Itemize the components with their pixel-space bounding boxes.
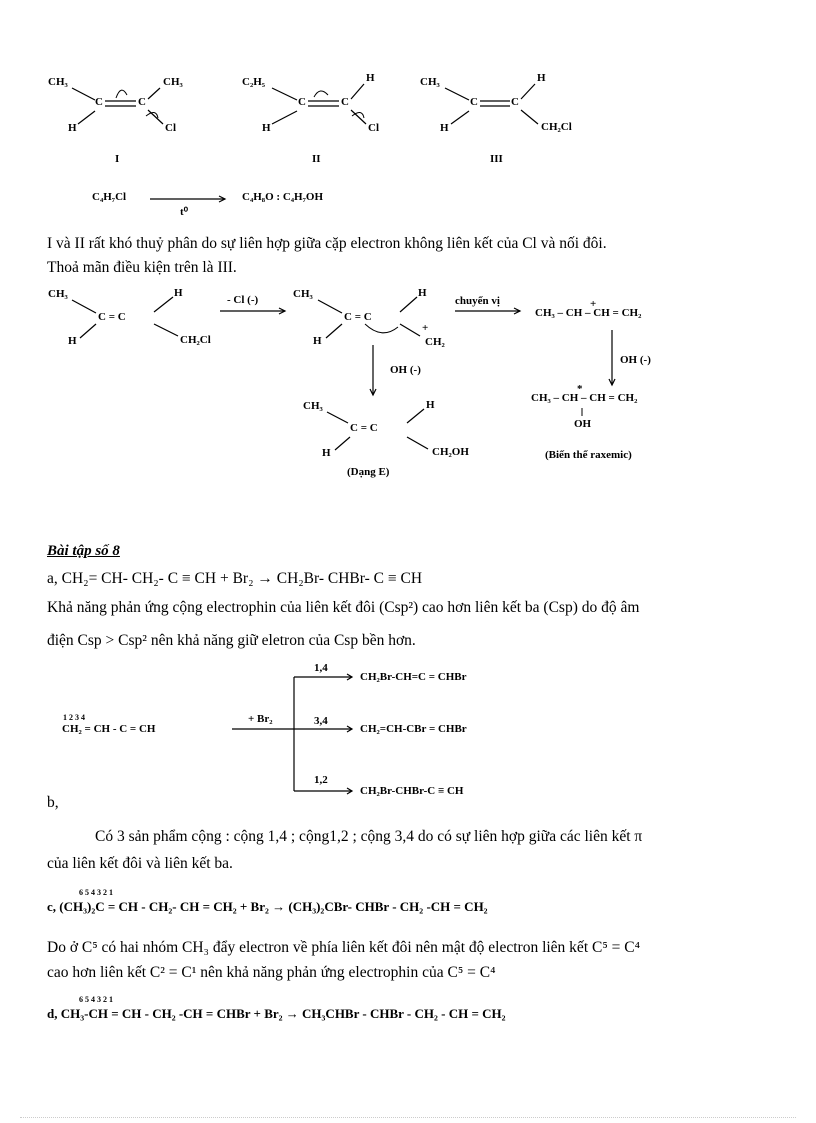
branch-label: 3,4	[314, 715, 328, 727]
group: H	[313, 335, 322, 347]
reagent: + Br₂	[248, 713, 273, 725]
condition: t⁰	[180, 206, 189, 218]
double-bond: C = C	[350, 422, 378, 434]
paragraph: cao hơn liên kết C² = C¹ nên khả năng phản ứng electrophin của C⁵ = C⁴	[47, 964, 496, 981]
structure-label: II	[312, 153, 321, 165]
section-title: Bài tập số 8	[47, 543, 120, 559]
paragraph: Có 3 sản phẩm cộng : cộng 1,4 ; cộng1,2 ; cộng 3,4 do có sự liên hợp giữa các liên kết π	[95, 828, 643, 845]
structure-label: I	[115, 153, 120, 165]
branch-label: 1,4	[314, 662, 328, 674]
atom: C	[298, 96, 306, 108]
paragraph: Do ở C⁵ có hai nhóm CH₃ đẩy electron về phía liên kết đôi nên mật độ electron liên kết C⁵ = C⁴	[47, 939, 640, 956]
alcohol: CH₃ – CH – CH = CH₂	[531, 392, 638, 404]
group: H	[174, 287, 183, 299]
group: H	[68, 335, 77, 347]
label-b: b,	[47, 794, 59, 811]
numbering: 1 2 3 4	[63, 713, 85, 722]
numbering: 6 5 4 3 2 1	[79, 888, 113, 897]
group: H	[537, 72, 546, 84]
atom: C	[95, 96, 103, 108]
paragraph: Thoả mãn điều kiện trên là III.	[47, 259, 237, 276]
group: CH₃	[163, 76, 183, 88]
reagent: OH (-)	[390, 364, 421, 376]
group: Cl	[368, 122, 379, 134]
group: H	[68, 122, 77, 134]
paragraph: Khả năng phản ứng cộng electrophin của liên kết đôi (Csp²) cao hơn liên kết ba (Csp) do độ âm	[47, 599, 640, 616]
chiral-star: *	[577, 383, 583, 395]
caption: (Dạng E)	[347, 466, 390, 478]
equation-a: a, CH₂= CH- CH₂- C ≡ CH + Br₂ → CH₂Br- CHBr- C ≡ CH	[47, 570, 423, 587]
reagent: OH (-)	[620, 354, 651, 366]
branch-label: 1,2	[314, 774, 328, 786]
group: H	[418, 287, 427, 299]
group: CH₂OH	[432, 446, 469, 458]
double-bond: C = C	[344, 311, 372, 323]
product: CH₂=CH-CBr = CHBr	[360, 723, 467, 735]
allyl-cation: CH₃ – CH – CH = CH₂	[535, 307, 642, 319]
group: H	[440, 122, 449, 134]
page-divider	[20, 1117, 796, 1118]
caption: (Biến thể raxemic)	[545, 449, 632, 461]
paragraph: I và II rất khó thuỷ phân do sự liên hợp giữa cặp electron không liên kết của Cl và nối đôi.	[47, 235, 607, 252]
paragraph: của liên kết đôi và liên kết ba.	[47, 855, 233, 872]
group: H	[322, 447, 331, 459]
atom: C	[470, 96, 478, 108]
atom: C	[138, 96, 146, 108]
atom: C	[341, 96, 349, 108]
structure-label: III	[490, 153, 503, 165]
numbering: 6 5 4 3 2 1	[79, 995, 113, 1004]
reactant: C₄H₇Cl	[92, 191, 127, 203]
products: C₄H₈O : C₄H₇OH	[242, 191, 324, 203]
charge: +	[590, 298, 597, 310]
group: CH₂	[425, 336, 445, 348]
group: CH₃	[48, 288, 68, 300]
group: CH₂Cl	[541, 121, 572, 133]
group: CH₃	[303, 400, 323, 412]
step-label: chuyển vị	[455, 295, 500, 307]
product: CH₂Br-CHBr-C ≡ CH	[360, 785, 464, 797]
group: C₂H₅	[242, 76, 266, 88]
double-bond: C = C	[98, 311, 126, 323]
charge: +	[422, 322, 429, 334]
group: H	[426, 399, 435, 411]
group: H	[366, 72, 375, 84]
equation-c: c, (CH₃)₂C = CH - CH₂- CH = CH₂ + Br₂ → (CH₃)₂CBr- CHBr - CH₂ -CH = CH₂	[47, 899, 488, 914]
group: H	[262, 122, 271, 134]
group: CH₃	[420, 76, 440, 88]
equation-d: d, CH₃-CH = CH - CH₂ -CH = CHBr + Br₂ → CH₃CHBr - CHBr - CH₂ - CH = CH₂	[47, 1006, 506, 1021]
group: CH₃	[48, 76, 68, 88]
group: OH	[574, 418, 592, 430]
product: CH₂Br-CH=C = CHBr	[360, 671, 467, 683]
group: Cl	[165, 122, 176, 134]
group: CH₂Cl	[180, 334, 211, 346]
atom: C	[511, 96, 519, 108]
group: CH₃	[293, 288, 313, 300]
step-label: - Cl (-)	[227, 294, 259, 306]
reactant: CH₂ = CH - C = CH	[62, 723, 156, 735]
paragraph: điện Csp > Csp² nên khả năng giữ eletron của Csp bền hơn.	[47, 632, 416, 649]
